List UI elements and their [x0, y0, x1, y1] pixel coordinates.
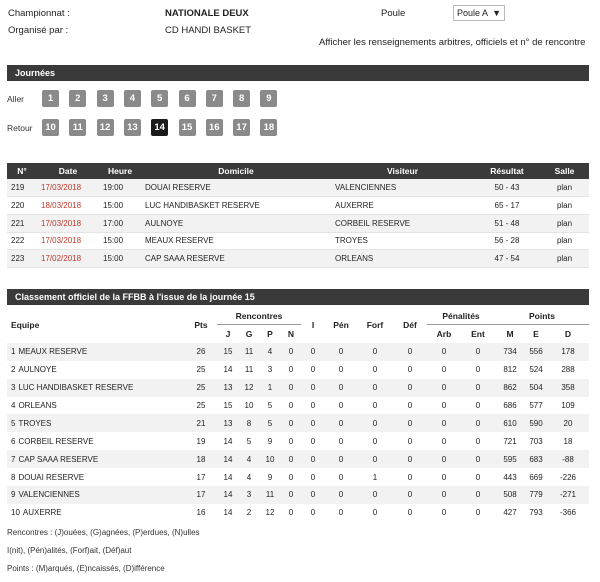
match-venue-link[interactable]: plan: [540, 214, 589, 232]
ranking-team-name: LUC HANDIBASKET RESERVE: [18, 383, 134, 393]
ranking-stat: 5: [259, 414, 281, 432]
ranking-stat: 0: [393, 379, 427, 397]
ranking-stat: 508: [495, 486, 525, 504]
match-home-team: LUC HANDIBASKET RESERVE: [141, 197, 331, 215]
ranking-stat: 12: [265, 508, 275, 518]
match-row: [7, 214, 589, 232]
journees-title-bar: [7, 65, 589, 81]
round-button-14[interactable]: 14: [151, 119, 168, 136]
ranking-team: [7, 414, 185, 432]
forf-header: Forf: [366, 319, 384, 330]
ranking-team-name: TROYES: [18, 418, 52, 428]
ranking-stat: 0: [357, 379, 393, 397]
match-result: 65 - 17: [474, 197, 540, 215]
ent-header: Ent: [471, 329, 485, 340]
ranking-stat: 10: [259, 450, 281, 468]
round-button-12[interactable]: 12: [97, 119, 114, 136]
match-row: [7, 250, 589, 268]
ranking-stat: 0: [475, 436, 481, 446]
ranking-team: [7, 450, 185, 468]
retour-label: Retour: [7, 123, 33, 133]
ranking-stat: 524: [529, 365, 543, 375]
match-number: 223: [7, 250, 37, 268]
ranking-stat: 0: [325, 486, 357, 504]
ranking-stat: 0: [372, 401, 378, 410]
ranking-stat: 0: [407, 365, 413, 375]
ranking-stat: 14: [223, 365, 233, 375]
legend-line-2: I(nit), (Pén)alités, (Forf)ait, (Déf)aut: [7, 546, 132, 555]
legend-line-1: Rencontres : (J)ouées, (G)agnées, (P)erdues, (N)ulles: [7, 528, 200, 537]
penalites-header: Pénalités: [427, 307, 495, 325]
match-col-header: Date: [37, 163, 99, 179]
ranking-position: 3: [11, 383, 16, 393]
ranking-stat: 0: [288, 436, 294, 446]
match-result: 56 - 28: [474, 232, 540, 250]
ranking-stat: 0: [338, 436, 344, 446]
ranking-stat: 10: [244, 401, 254, 410]
poule-selected-value: Poule A: [457, 8, 489, 18]
match-time: 15:00: [99, 250, 141, 268]
ranking-stat: -88: [547, 450, 589, 468]
round-button-10[interactable]: 10: [42, 119, 59, 136]
match-col-header: Visiteur: [331, 163, 474, 179]
ranking-stat: 0: [338, 401, 344, 410]
ranking-stat: 3: [267, 365, 273, 375]
ranking-stat: 0: [407, 472, 413, 482]
ranking-stat: 0: [407, 401, 413, 410]
ranking-stat: 3: [239, 486, 259, 504]
points-header: Points: [495, 307, 589, 325]
ranking-stat: 288: [561, 365, 575, 375]
round-button-11[interactable]: 11: [69, 119, 86, 136]
match-away-team: VALENCIENNES: [331, 179, 474, 197]
ranking-stat: 18: [563, 436, 573, 446]
ranking-stat: 0: [461, 379, 495, 397]
ranking-stat: 0: [393, 343, 427, 361]
ranking-stat: 16: [196, 508, 206, 518]
ranking-stat: 0: [338, 365, 344, 375]
ranking-stat: 9: [267, 436, 273, 446]
match-col-header: Domicile: [141, 163, 331, 179]
ranking-stat: 734: [495, 343, 525, 361]
ranking-position: 8: [11, 472, 16, 482]
ranking-stat: 2: [246, 508, 252, 518]
ranking-stat: 14: [223, 508, 233, 518]
ranking-stat: 0: [372, 508, 378, 518]
ranking-stat: 0: [461, 343, 495, 361]
ranking-stat: 0: [301, 486, 325, 504]
ranking-stat: 25: [185, 379, 217, 397]
match-row: [7, 179, 589, 197]
ranking-stat: 26: [185, 343, 217, 361]
round-button-7[interactable]: 7: [206, 90, 223, 107]
match-time: 15:00: [99, 232, 141, 250]
matches-table: [7, 163, 589, 268]
ranking-stat: 0: [475, 508, 481, 518]
ranking-stat: 0: [301, 343, 325, 361]
ranking-stat: 0: [427, 343, 461, 361]
match-number: 221: [7, 214, 37, 232]
ranking-stat: 0: [393, 486, 427, 504]
ranking-stat: 0: [357, 450, 393, 468]
ranking-team-name: DOUAI RESERVE: [18, 472, 85, 482]
chevron-down-icon: ▼: [492, 8, 501, 18]
match-venue-link[interactable]: plan: [540, 232, 589, 250]
ranking-stat: 0: [441, 365, 447, 375]
match-time: 19:00: [99, 179, 141, 197]
ranking-stat: 721: [503, 436, 517, 446]
ranking-stat: 556: [525, 343, 547, 361]
ranking-stat: 0: [407, 508, 413, 518]
ranking-stat: 0: [427, 379, 461, 397]
equipe-header: Equipe: [11, 319, 40, 330]
ranking-stat: 0: [407, 436, 413, 446]
aller-label: Aller: [7, 94, 25, 104]
ranking-row: [7, 450, 589, 468]
ranking-stat: -366: [559, 508, 576, 518]
ranking-stat: 12: [239, 379, 259, 397]
ranking-stat: 11: [259, 486, 281, 504]
ranking-stat: 0: [301, 379, 325, 397]
ranking-stat: 793: [529, 508, 543, 518]
round-button-1[interactable]: 1: [42, 90, 59, 107]
ranking-stat: 5: [267, 401, 273, 410]
match-home-team: AULNOYE: [141, 214, 331, 232]
ranking-stat: 13: [217, 379, 239, 397]
ranking-stat: 862: [495, 379, 525, 397]
ranking-stat: 14: [217, 486, 239, 504]
match-away-team: TROYES: [331, 232, 474, 250]
ranking-stat: 11: [244, 365, 254, 375]
match-home-team: CAP SAAA RESERVE: [141, 250, 331, 268]
ranking-team-name: AUXERRE: [22, 508, 62, 518]
ranking-team: [7, 432, 185, 450]
round-button-4[interactable]: 4: [124, 90, 141, 107]
ranking-stat: 0: [461, 414, 495, 432]
match-col-header: N°: [7, 163, 37, 179]
ranking-team-name: VALENCIENNES: [18, 490, 80, 500]
ranking-stat: 0: [461, 450, 495, 468]
ranking-stat: 0: [310, 436, 316, 446]
ranking-stat: 18: [185, 450, 217, 468]
ranking-team: [7, 361, 185, 379]
ranking-row: [7, 504, 589, 522]
ranking-position: 5: [11, 418, 16, 428]
ranking-row: [7, 468, 589, 486]
ranking-row: [7, 397, 589, 415]
i-header: I: [311, 319, 315, 330]
arb-header: Arb: [436, 329, 452, 340]
g-header: G: [245, 329, 253, 340]
def-header: Déf: [403, 319, 417, 330]
match-venue-link[interactable]: plan: [540, 197, 589, 215]
ranking-stat: 0: [393, 414, 427, 432]
classement-table: [7, 307, 589, 522]
ranking-row: [7, 379, 589, 397]
ranking-row: [7, 361, 589, 379]
ranking-stat: 17: [185, 486, 217, 504]
ranking-stat: 15: [223, 401, 233, 410]
ranking-stat: 358: [547, 379, 589, 397]
pen-header: Pén: [333, 319, 349, 330]
championnat-value: NATIONALE DEUX: [165, 8, 249, 19]
poule-label: Poule: [381, 8, 406, 19]
round-button-18[interactable]: 18: [260, 119, 277, 136]
ranking-stat: 13: [217, 414, 239, 432]
ranking-stat: 19: [196, 436, 206, 446]
ranking-stat: -226: [559, 472, 576, 482]
match-away-team: CORBEIL RESERVE: [331, 214, 474, 232]
match-result: 47 - 54: [474, 250, 540, 268]
affich-details-link[interactable]: Afficher les renseignements arbitres, officiels et n° de rencontre: [319, 37, 586, 48]
ranking-stat: 0: [310, 401, 316, 410]
round-button-2[interactable]: 2: [69, 90, 86, 107]
ranking-team-name: MEAUX RESERVE: [18, 347, 88, 357]
match-away-team: ORLEANS: [331, 250, 474, 268]
ranking-stat: 0: [475, 365, 481, 375]
ranking-stat: 610: [495, 414, 525, 432]
match-row: [7, 197, 589, 215]
ranking-stat: 4: [239, 450, 259, 468]
ranking-stat: 14: [217, 450, 239, 468]
ranking-stat: 0: [325, 379, 357, 397]
ranking-stat: 0: [357, 343, 393, 361]
ranking-stat: 0: [338, 508, 344, 518]
ranking-position: 2: [11, 365, 16, 375]
round-button-6[interactable]: 6: [179, 90, 196, 107]
ranking-stat: 0: [372, 436, 378, 446]
ranking-stat: 0: [325, 450, 357, 468]
ranking-stat: 0: [393, 450, 427, 468]
match-result: 51 - 48: [474, 214, 540, 232]
match-date: 17/02/2018: [37, 250, 99, 268]
ranking-position: 7: [11, 454, 16, 464]
ranking-stat: 0: [310, 508, 316, 518]
ranking-stat: 14: [223, 472, 233, 482]
ranking-stat: 504: [525, 379, 547, 397]
match-result: 50 - 43: [474, 179, 540, 197]
ranking-team-name: AULNOYE: [18, 365, 57, 375]
round-button-5[interactable]: 5: [151, 90, 168, 107]
ranking-stat: 427: [503, 508, 517, 518]
match-time: 15:00: [99, 197, 141, 215]
match-time: 17:00: [99, 214, 141, 232]
organise-value: CD HANDI BASKET: [165, 25, 252, 36]
ranking-stat: 0: [441, 436, 447, 446]
round-button-9[interactable]: 9: [260, 90, 277, 107]
ranking-stat: 15: [217, 343, 239, 361]
ranking-stat: 812: [503, 365, 517, 375]
match-date: 17/03/2018: [37, 179, 99, 197]
ranking-stat: 8: [239, 414, 259, 432]
ranking-team: [7, 343, 185, 361]
match-number: 219: [7, 179, 37, 197]
ranking-stat: 14: [223, 436, 233, 446]
ranking-stat: 11: [239, 343, 259, 361]
m-header: M: [506, 329, 514, 340]
ranking-stat: 1: [372, 472, 378, 482]
ranking-row: [7, 486, 589, 504]
match-number: 220: [7, 197, 37, 215]
ranking-position: 9: [11, 490, 16, 500]
ranking-team-name: CAP SAAA RESERVE: [18, 454, 99, 464]
ranking-stat: 577: [529, 401, 543, 410]
e-header: E: [533, 329, 539, 340]
ranking-stat: 4: [246, 472, 252, 482]
ranking-stat: 0: [427, 450, 461, 468]
ranking-stat: 683: [525, 450, 547, 468]
ranking-team: [7, 504, 185, 522]
match-col-header: Salle: [540, 163, 589, 179]
match-away-team: AUXERRE: [331, 197, 474, 215]
ranking-stat: 0: [281, 379, 301, 397]
match-home-team: MEAUX RESERVE: [141, 232, 331, 250]
ranking-team: [7, 486, 185, 504]
ranking-stat: 590: [525, 414, 547, 432]
match-number: 222: [7, 232, 37, 250]
ranking-stat: 0: [461, 486, 495, 504]
ranking-stat: 669: [529, 472, 543, 482]
ranking-stat: 1: [259, 379, 281, 397]
ranking-stat: 0: [441, 401, 447, 410]
match-venue-link[interactable]: plan: [540, 250, 589, 268]
ranking-stat: 0: [325, 343, 357, 361]
ranking-stat: 0: [281, 343, 301, 361]
match-col-header: Résultat: [474, 163, 540, 179]
round-button-16[interactable]: 16: [206, 119, 223, 136]
ranking-stat: 21: [185, 414, 217, 432]
ranking-stat: 109: [561, 401, 575, 410]
ranking-stat: 0: [427, 486, 461, 504]
ranking-position: 10: [11, 508, 20, 518]
ranking-stat: 0: [441, 472, 447, 482]
round-button-15[interactable]: 15: [179, 119, 196, 136]
ranking-position: 1: [11, 347, 16, 357]
rencontres-header: Rencontres: [217, 307, 301, 325]
classement-title: Classement officiel de la FFBB à l'issue de la journée 15: [15, 292, 255, 302]
ranking-stat: 0: [310, 472, 316, 482]
ranking-stat: 0: [372, 365, 378, 375]
ranking-stat: 0: [288, 365, 294, 375]
ranking-team: [7, 397, 185, 415]
ranking-team-name: ORLEANS: [18, 401, 57, 410]
pts-header: Pts: [194, 319, 208, 330]
ranking-team-name: CORBEIL RESERVE: [18, 436, 94, 446]
ranking-stat: 0: [281, 414, 301, 432]
ranking-stat: 0: [357, 486, 393, 504]
ranking-stat: 0: [475, 472, 481, 482]
ranking-stat: 5: [246, 436, 252, 446]
round-button-17[interactable]: 17: [233, 119, 250, 136]
ranking-team: [7, 379, 185, 397]
p-header: P: [267, 329, 273, 340]
ranking-stat: 25: [196, 401, 206, 410]
ranking-stat: 0: [288, 472, 294, 482]
ranking-stat: 0: [475, 401, 481, 410]
ranking-team: [7, 468, 185, 486]
poule-select[interactable]: [453, 5, 505, 21]
ranking-stat: 0: [301, 414, 325, 432]
ranking-position: 6: [11, 436, 16, 446]
ranking-stat: 17: [196, 472, 206, 482]
ranking-position: 4: [11, 401, 16, 410]
journees-title: Journées: [15, 68, 56, 78]
ranking-stat: 0: [301, 450, 325, 468]
match-row: [7, 232, 589, 250]
match-date: 18/03/2018: [37, 197, 99, 215]
match-date: 17/03/2018: [37, 232, 99, 250]
round-button-8[interactable]: 8: [233, 90, 250, 107]
ranking-stat: 779: [525, 486, 547, 504]
ranking-stat: 703: [529, 436, 543, 446]
ranking-stat: 443: [503, 472, 517, 482]
ranking-row: [7, 343, 589, 361]
ranking-stat: 0: [310, 365, 316, 375]
ranking-stat: 0: [441, 508, 447, 518]
ranking-row: [7, 414, 589, 432]
ranking-stat: 0: [281, 450, 301, 468]
ranking-row: [7, 432, 589, 450]
ranking-stat: 4: [259, 343, 281, 361]
ranking-stat: 0: [338, 472, 344, 482]
ranking-stat: 0: [288, 508, 294, 518]
ranking-stat: -271: [547, 486, 589, 504]
ranking-stat: 686: [503, 401, 517, 410]
match-home-team: DOUAI RESERVE: [141, 179, 331, 197]
round-button-13[interactable]: 13: [124, 119, 141, 136]
j-header: J: [225, 329, 231, 340]
ranking-stat: 0: [427, 414, 461, 432]
ranking-stat: 0: [325, 414, 357, 432]
ranking-stat: 0: [281, 486, 301, 504]
ranking-stat: 0: [288, 401, 294, 410]
match-venue-link[interactable]: plan: [540, 179, 589, 197]
round-button-3[interactable]: 3: [97, 90, 114, 107]
ranking-stat: 178: [547, 343, 589, 361]
n-header: N: [287, 329, 295, 340]
match-date: 17/03/2018: [37, 214, 99, 232]
organise-label: Organisé par :: [8, 25, 69, 36]
ranking-stat: 20: [547, 414, 589, 432]
legend-line-3: Points : (M)arqués, (E)ncaissés, (D)ifférence: [7, 564, 165, 573]
ranking-stat: 25: [196, 365, 206, 375]
classement-title-bar: [7, 289, 589, 305]
d-header: D: [564, 329, 572, 340]
ranking-stat: 595: [495, 450, 525, 468]
championnat-label: Championnat :: [8, 8, 70, 19]
ranking-stat: 0: [357, 414, 393, 432]
ranking-stat: 9: [267, 472, 273, 482]
match-col-header: Heure: [99, 163, 141, 179]
